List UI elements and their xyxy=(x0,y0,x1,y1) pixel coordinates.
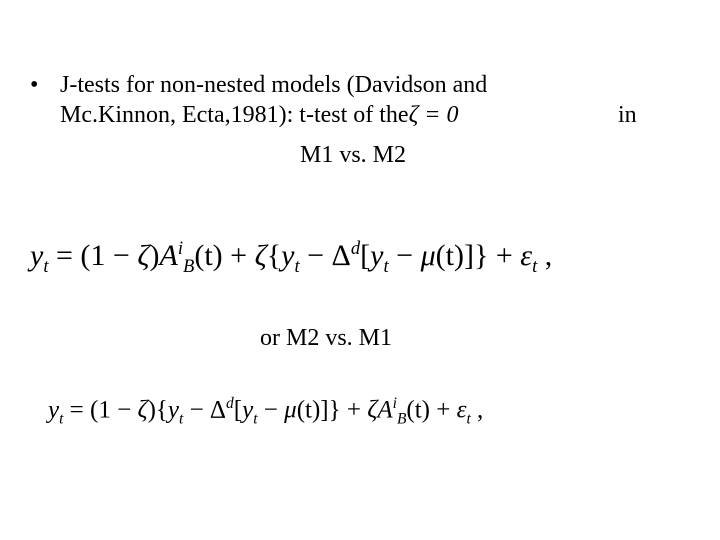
eq1-part-c: (t) + xyxy=(194,239,255,272)
eq2-part-b: ){ xyxy=(147,396,168,424)
eq1-lhs-sub: t xyxy=(43,256,49,277)
bullet-line-2 xyxy=(60,100,680,130)
eq1-y3: y xyxy=(370,239,384,272)
eq2-part-a: = (1 − xyxy=(63,396,138,424)
eq2-y3-sub: t xyxy=(253,410,258,428)
eq1-A: A xyxy=(159,239,178,272)
eq1-zeta: ζ xyxy=(137,239,150,272)
eq1-zeta-2: ζ xyxy=(254,239,267,272)
eq2-lhs-sub: t xyxy=(59,410,64,428)
eq1-part-g: − xyxy=(388,239,421,272)
bullet-text xyxy=(60,70,680,168)
eq1-y3-sub: t xyxy=(383,256,389,277)
eq1-part-h: (t)]} + xyxy=(435,239,521,272)
eq2-lhs: y xyxy=(48,396,60,424)
eq2-y3: y xyxy=(242,396,254,424)
eq1-tail: , xyxy=(537,239,553,272)
eq2-part-d: [ xyxy=(233,396,243,424)
eq2-y2-sub: t xyxy=(179,410,184,428)
bullet-line-2-prefix: Mc.Kinnon, Ecta,1981): t-test of the xyxy=(60,102,409,128)
eq2-part-c: − Δ xyxy=(183,396,227,424)
eq1-eps-sub: t xyxy=(532,256,538,277)
eq1-y2-sub: t xyxy=(294,256,300,277)
equation-m2-vs-m1 xyxy=(48,395,668,428)
eq1-part-d: { xyxy=(266,239,282,272)
eq1-lhs: y xyxy=(30,239,44,272)
bullet-line-3: M1 vs. M2 xyxy=(300,142,407,168)
eq2-eps: ε xyxy=(456,396,467,424)
eq2-A-sup: i xyxy=(392,395,397,412)
eq2-part-g: (t) + xyxy=(406,396,457,424)
eq2-zeta: ζ xyxy=(137,396,148,424)
eq1-eps: ε xyxy=(520,239,533,272)
eq1-A-sub: B xyxy=(182,256,195,277)
bullet-line-1: J-tests for non-nested models (Davidson and xyxy=(60,72,488,98)
eq2-mu: μ xyxy=(284,396,297,424)
eq2-part-f: (t)]} + xyxy=(296,396,368,424)
eq2-eps-sub: t xyxy=(466,410,471,428)
bullet-marker: • xyxy=(30,72,39,98)
eq1-part-a: = (1 − xyxy=(48,239,138,272)
eq1-mu: μ xyxy=(420,239,436,272)
eq1-delta-sup: d xyxy=(350,238,361,259)
bullet-line-2-suffix: in xyxy=(618,102,637,128)
eq2-zeta-2: ζ xyxy=(367,396,378,424)
eq2-part-e: − xyxy=(257,396,285,424)
equation-m1-vs-m2 xyxy=(30,238,680,278)
eq1-part-b: ) xyxy=(149,239,160,272)
eq2-A: A xyxy=(377,396,393,424)
eq2-A-sub: B xyxy=(396,410,407,428)
comparison-label: or M2 vs. M1 xyxy=(260,325,393,351)
eq1-part-e: − Δ xyxy=(299,239,351,272)
eq1-part-f: [ xyxy=(360,239,371,272)
eq1-y2: y xyxy=(281,239,295,272)
eq2-y2: y xyxy=(167,396,180,424)
eq2-tail: , xyxy=(470,396,484,424)
eq2-delta-sup: d xyxy=(226,395,234,412)
eq1-A-sup: i xyxy=(177,238,183,259)
zeta-condition: ζ = 0 xyxy=(408,102,459,128)
